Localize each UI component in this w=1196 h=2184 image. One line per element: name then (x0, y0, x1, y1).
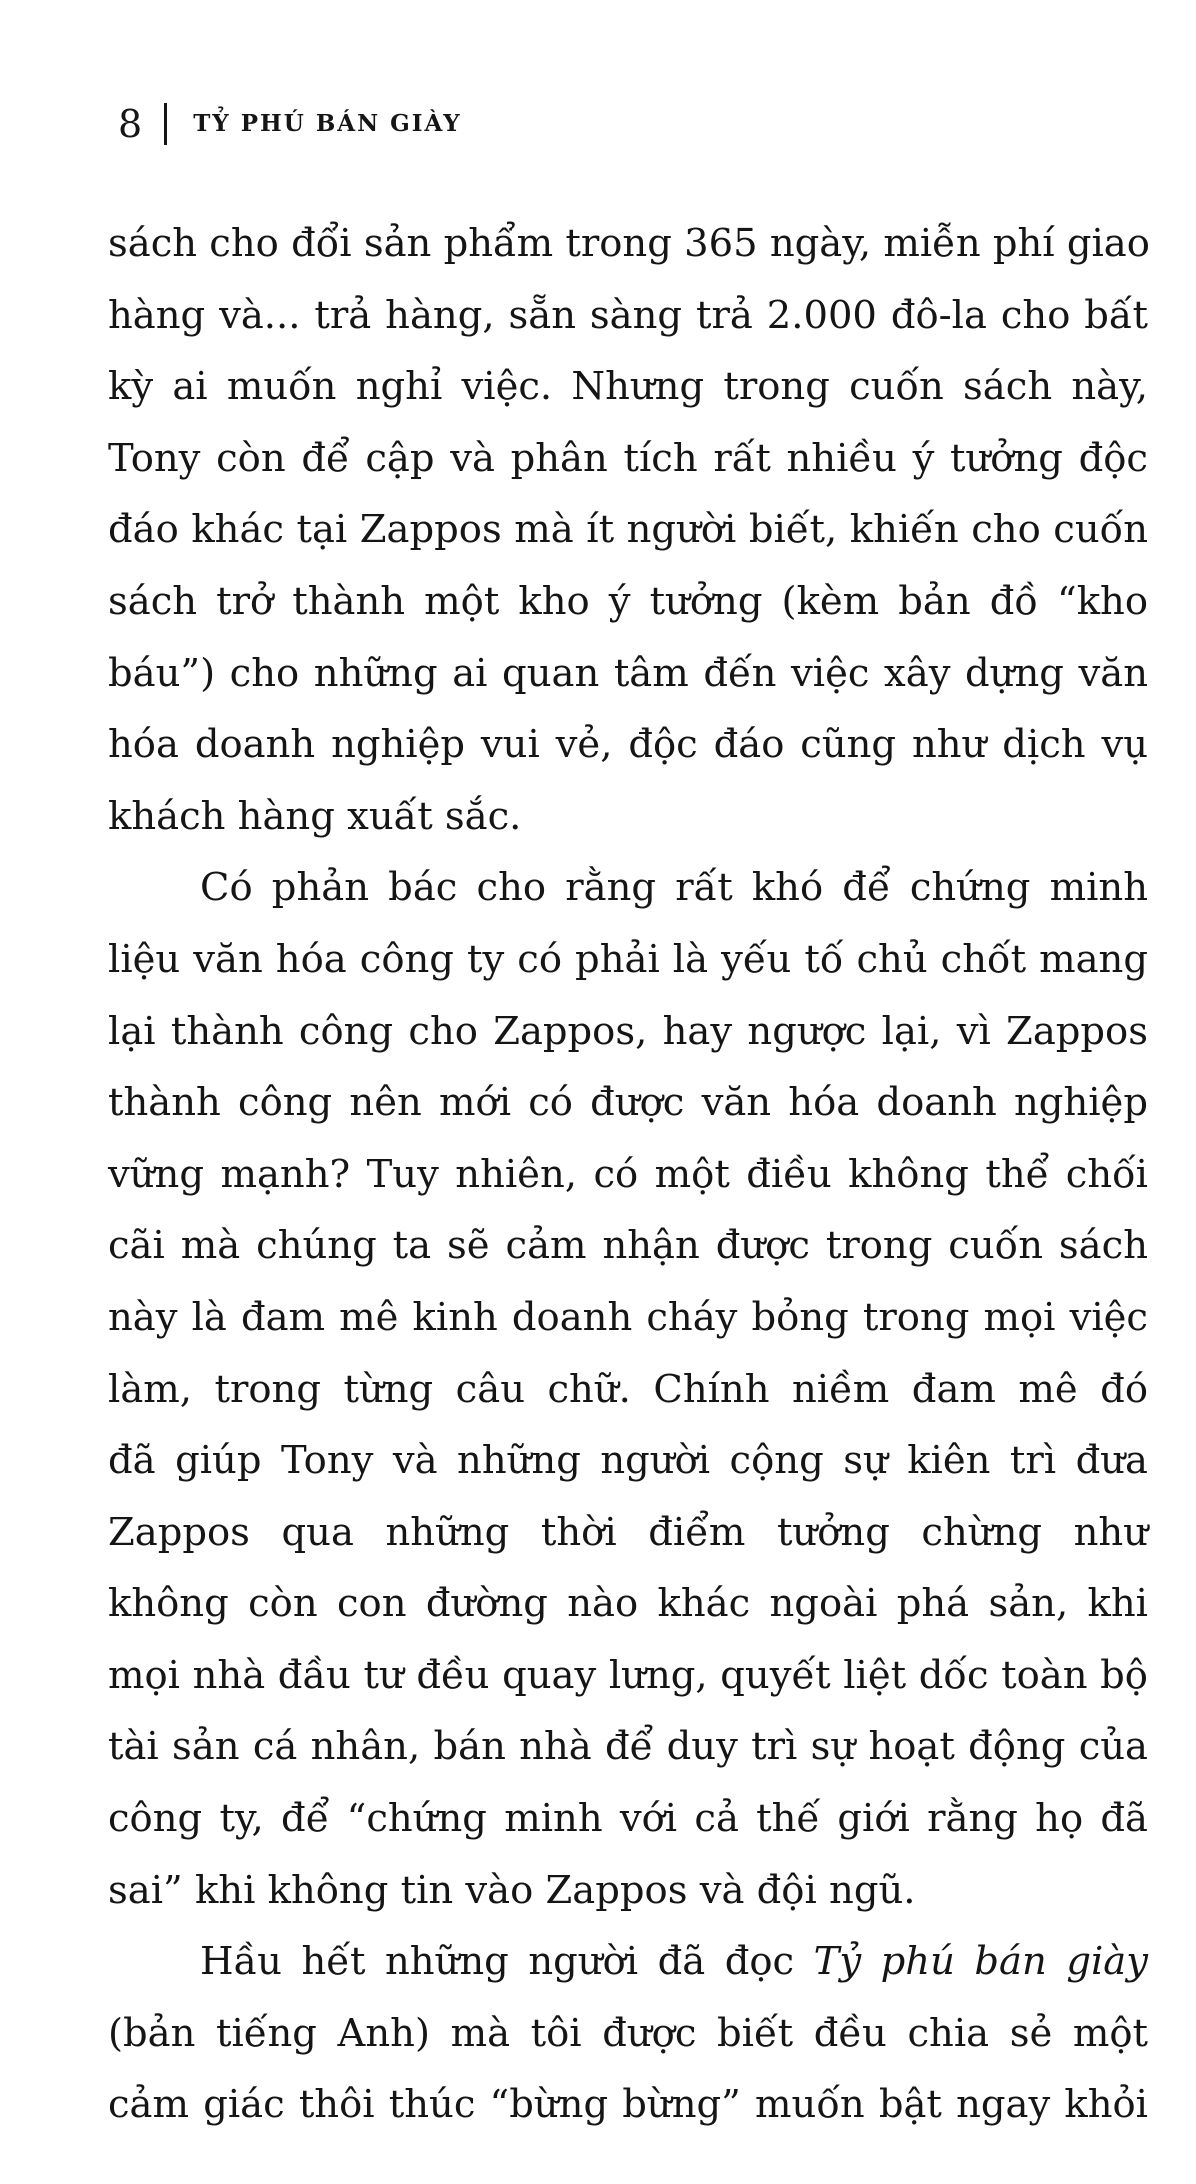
text-line: Zappos qua những thời điểm tưởng chừng như (108, 1509, 1148, 1555)
text-line: liệu văn hóa công ty có phải là yếu tố chủ chốt mang (108, 936, 1148, 982)
page-number: 8 (118, 102, 143, 146)
running-title: TỶ PHÚ BÁN GIÀY (193, 110, 462, 137)
text-line: báu”) cho những ai quan tâm đến việc xây dựng văn (108, 650, 1148, 696)
text-line: cãi mà chúng ta sẽ cảm nhận được trong cuốn sách (108, 1223, 1148, 1269)
text-line: vững mạnh? Tuy nhiên, có một điều không thể chối (108, 1151, 1148, 1197)
text-line (108, 1926, 1148, 1998)
text-line: sai” khi không tin vào Zappos và đội ngũ. (108, 1867, 916, 1913)
text-line: đáo khác tại Zappos mà ít người biết, khiến cho cuốn (108, 507, 1148, 553)
text-line: (bản tiếng Anh) mà tôi được biết đều chia sẻ một (108, 2010, 1148, 2056)
text-line: kỳ ai muốn nghỉ việc. Nhưng trong cuốn sách này, (108, 364, 1148, 410)
text-line: khách hàng xuất sắc. (108, 793, 522, 839)
paragraph-3 (108, 1926, 1148, 2141)
text-line: đã giúp Tony và những người cộng sự kiên trì đưa (108, 1438, 1148, 1484)
paragraph-2 (108, 852, 1148, 1926)
text-line: mọi nhà đầu tư đều quay lưng, quyết liệt dốc toàn bộ (108, 1652, 1148, 1698)
text-line: lại thành công cho Zappos, hay ngược lại, vì Zappos (108, 1008, 1148, 1054)
text-fragment: Hầu hết những người đã đọc (200, 1939, 795, 1985)
text-line: thành công nên mới có được văn hóa doanh nghiệp (108, 1080, 1148, 1126)
text-line: cảm giác thôi thúc “bừng bừng” muốn bật ngay khỏi (108, 2082, 1148, 2128)
book-title-italic: Tỷ phú bán giày (813, 1939, 1148, 1985)
running-head (118, 100, 462, 148)
body-text (108, 208, 1148, 2141)
text-line: Có phản bác cho rằng rất khó để chứng minh (200, 865, 1148, 911)
text-line: làm, trong từng câu chữ. Chính niềm đam mê đó (108, 1366, 1148, 1412)
text-line: hàng và... trả hàng, sẵn sàng trả 2.000 đô-la cho bất (108, 292, 1148, 338)
text-line: tài sản cá nhân, bán nhà để duy trì sự hoạt động của (108, 1724, 1148, 1770)
paragraph-1 (108, 208, 1148, 852)
text-line: không còn con đường nào khác ngoài phá sản, khi (108, 1581, 1148, 1627)
text-line: sách cho đổi sản phẩm trong 365 ngày, miễn phí giao (108, 221, 1150, 266)
text-line: này là đam mê kinh doanh cháy bỏng trong mọi việc (108, 1294, 1148, 1340)
text-line: hóa doanh nghiệp vui vẻ, độc đáo cũng như dịch vụ (108, 722, 1148, 768)
text-line: Tony còn để cập và phân tích rất nhiều ý tưởng độc (108, 435, 1148, 481)
text-line: sách trở thành một kho ý tưởng (kèm bản đồ “kho (108, 578, 1148, 624)
text-line: công ty, để “chứng minh với cả thế giới rằng họ đã (108, 1796, 1148, 1842)
header-divider (164, 103, 167, 145)
